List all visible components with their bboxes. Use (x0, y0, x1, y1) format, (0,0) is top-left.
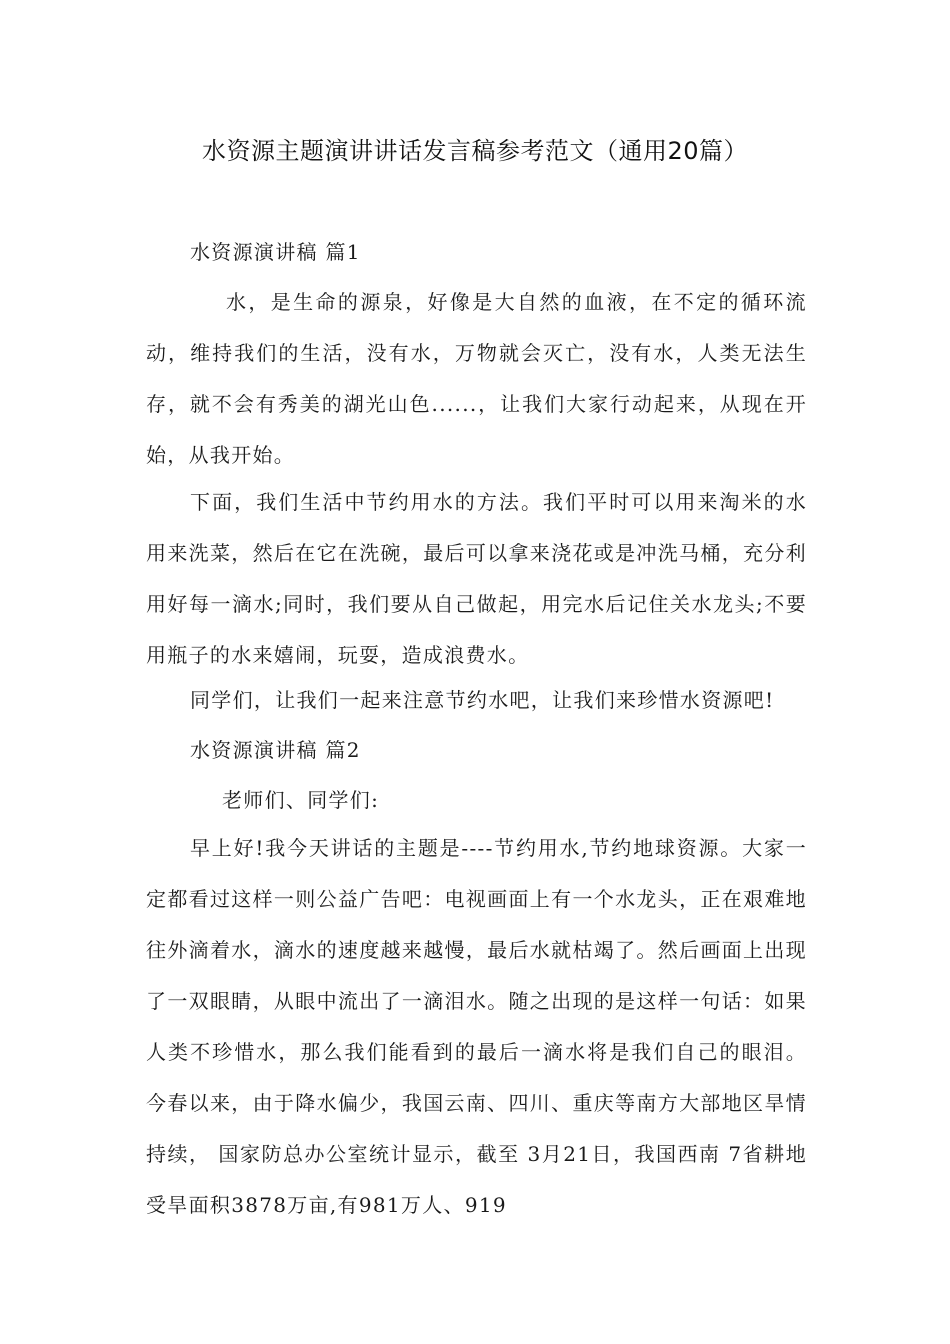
section-1-closing: 同学们，让我们一起来注意节约水吧，让我们来珍惜水资源吧! (190, 688, 775, 712)
section-2-paragraph-1: 早上好!我今天讲话的主题是----节约用水,节约地球资源。大家一定都看过这样一则公益广告吧：电视画面上有一个水龙头，正在艰难地往外滴着水，滴水的速度越来越慢，最后水就枯竭了。然后画面上出现了一双眼睛，从眼中流出了一滴泪水。随之出现的是这样一句话：如果人类不珍惜水，那么我们能看到的最后一滴水将是我们自己的眼泪。 今春以来，由于降水偏少，我国云南、四川、重庆等南方大部地区旱情持续， 国家防总办公室统计显示，截至 3月21日，我国西南 7省耕地受旱面积3878万亩,有981万人、919 (146, 836, 807, 1217)
section-2-salutation: 老师们、同学们: (222, 788, 380, 812)
section-2-heading: 水资源演讲稿 篇2 (190, 738, 361, 762)
section-1-heading: 水资源演讲稿 篇1 (190, 240, 361, 264)
section-1-paragraph-1: 水，是生命的源泉，好像是大自然的血液，在不定的循环流动，维持我们的生活，没有水，万物就会灭亡，没有水，人类无法生存，就不会有秀美的湖光山色......，让我们大家行动起来，从现在开始，从我开始。 (146, 290, 807, 467)
section-1-paragraph-2: 下面，我们生活中节约用水的方法。我们平时可以用来淘米的水用来洗菜，然后在它在洗碗，最后可以拿来浇花或是冲洗马桶，充分利用好每一滴水;同时，我们要从自己做起，用完水后记住关水龙头;不要用瓶子的水来嬉闹，玩耍，造成浪费水。 (146, 490, 807, 667)
document-title: 水资源主题演讲讲话发言稿参考范文（通用20篇） (201, 137, 749, 165)
